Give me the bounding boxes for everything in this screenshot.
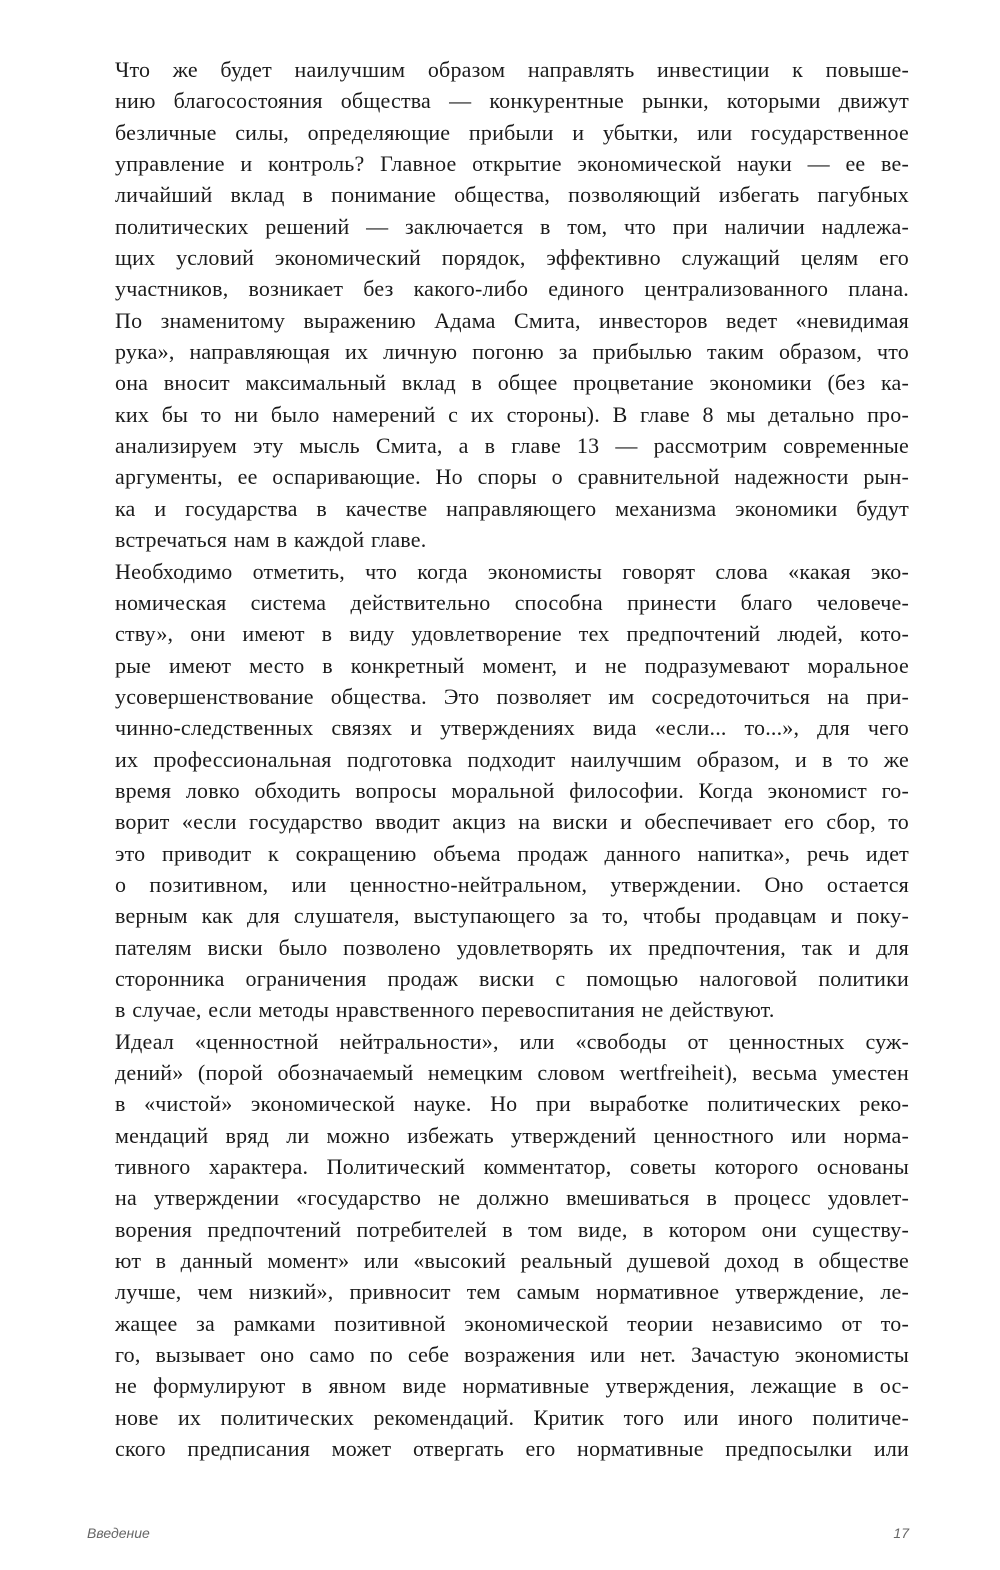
- text-line: управление и контроль? Главное открытие экономической науки — ее ве-: [115, 151, 909, 177]
- text-line: время ловко обходить вопросы моральной философии. Когда экономист го-: [115, 777, 909, 803]
- text-line: она вносит максимальный вклад в общее процветание экономики (без ка-: [115, 370, 909, 396]
- text-line: мендаций вряд ли можно избежать утверждений ценностного или норма-: [115, 1122, 909, 1148]
- text-line: рые имеют место в конкретный момент, и не подразумевают моральное: [115, 652, 909, 678]
- text-line: личайший вклад в понимание общества, позволяющий избегать пагубных: [115, 182, 909, 208]
- text-line: ют в данный момент» или «высокий реальный душевой доход в обществе: [115, 1248, 909, 1274]
- text-line: их профессиональная подготовка подходит наилучшим образом, и в то же: [115, 746, 909, 772]
- text-line: лучше, чем низкий», привносит тем самым нормативное утверждение, ле-: [115, 1279, 909, 1305]
- text-line: о позитивном, или ценностно-нейтральном, утверждении. Оно остается: [115, 871, 909, 897]
- text-line: щих условий экономический порядок, эффективно служащий целям его: [115, 245, 909, 271]
- text-line: анализируем эту мысль Смита, а в главе 13 — рассмотрим современные: [115, 433, 909, 459]
- text-line: дений» (порой обозначаемый немецким словом wertfreiheit), весьма уместен: [115, 1060, 909, 1085]
- page-body: [87, 54, 909, 1464]
- paragraph-2: [87, 556, 909, 1026]
- paragraph-1: [87, 54, 909, 556]
- page-footer: [87, 1525, 909, 1549]
- page-number: 17: [893, 1525, 909, 1541]
- text-line: в «чистой» экономической науке. Но при выработке политических реко-: [115, 1091, 909, 1117]
- text-line: го, вызывает оно само по себе возражения или нет. Зачастую экономисты: [115, 1342, 909, 1368]
- text-line: нове их политических рекомендаций. Критик того или иного политиче-: [115, 1404, 909, 1430]
- text-line: Идеал «ценностной нейтральности», или «свободы от ценностных суж-: [115, 1028, 909, 1054]
- text-line: рука», направляющая их личную погоню за прибылью таким образом, что: [115, 339, 909, 365]
- text-line: на утверждении «государство не должно вмешиваться в процесс удовлет-: [115, 1185, 909, 1211]
- running-footer-section: Введение: [87, 1525, 150, 1541]
- text-line: ка и государства в качестве направляющего механизма экономики будут: [115, 495, 909, 521]
- text-line: ворит «если государство вводит акциз на виски и обеспечивает его сбор, то: [115, 809, 909, 835]
- text-line: участников, возникает без какого-либо единого централизованного плана.: [115, 276, 909, 302]
- text-line: номическая система действительно способна принести благо человече-: [115, 589, 909, 615]
- text-line: встречаться нам в каждой главе.: [115, 527, 427, 553]
- text-line: верным как для слушателя, выступающего за то, чтобы продавцам и поку-: [115, 903, 909, 929]
- text-line: Что же будет наилучшим образом направлять инвестиции к повыше-: [115, 57, 909, 82]
- text-line: политических решений — заключается в том, что при наличии надлежа-: [115, 213, 909, 239]
- paragraph-3: [87, 1026, 909, 1465]
- text-line: ких бы то ни было намерений с их стороны). В главе 8 мы детально про-: [115, 401, 909, 427]
- text-line: сторонника ограничения продаж виски с помощью налоговой политики: [115, 965, 909, 991]
- text-line: это приводит к сокращению объема продаж данного напитка», речь идет: [115, 840, 909, 866]
- text-line: пателям виски было позволено удовлетворять их предпочтения, так и для: [115, 934, 909, 960]
- text-line: ского предписания может отвергать его нормативные предпосылки или: [115, 1436, 909, 1462]
- text-line: Необходимо отметить, что когда экономисты говорят слова «какая эко-: [115, 558, 909, 584]
- text-line: жащее за рамками позитивной экономической теории независимо от то-: [115, 1310, 909, 1336]
- text-line: По знаменитому выражению Адама Смита, инвесторов ведет «невидимая: [115, 307, 909, 333]
- text-line: безличные силы, определяющие прибыли и убытки, или государственное: [115, 119, 909, 145]
- text-line: ству», они имеют в виду удовлетворение тех предпочтений людей, кото-: [115, 621, 909, 647]
- text-line: нию благосостояния общества — конкурентные рынки, которыми движут: [115, 88, 909, 114]
- text-line: не формулируют в явном виде нормативные утверждения, лежащие в ос-: [115, 1373, 909, 1399]
- text-line: тивного характера. Политический комментатор, советы которого основаны: [115, 1154, 909, 1180]
- text-line: усовершенствование общества. Это позволяет им сосредоточиться на при-: [115, 683, 909, 709]
- text-line: аргументы, ее оспаривающие. Но споры о сравнительной надежности рын-: [115, 464, 909, 490]
- text-line: в случае, если методы нравственного перевоспитания не действуют.: [115, 997, 775, 1023]
- text-line: ворения предпочтений потребителей в том виде, в котором они существу-: [115, 1216, 909, 1242]
- text-line: чинно-следственных связях и утверждениях вида «если... то...», для чего: [115, 715, 909, 741]
